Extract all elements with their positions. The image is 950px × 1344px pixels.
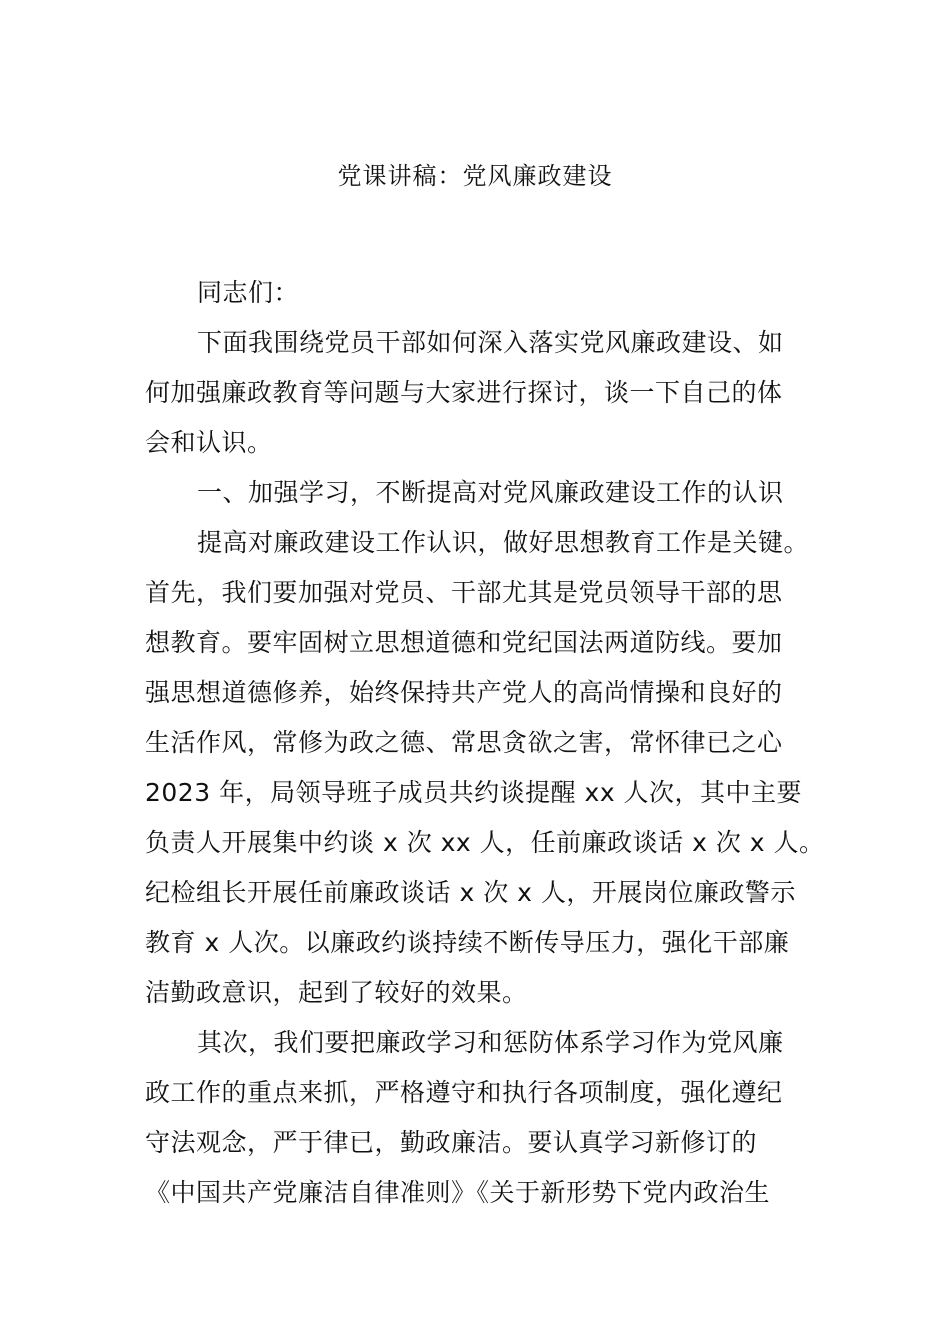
paragraph-line: 教育 x 人次。以廉政约谈持续不断传导压力，强化干部廉 [145,928,790,957]
document-title: 党课讲稿：党风廉政建设 [337,162,613,190]
paragraph-line: 下面我围绕党员干部如何深入落实党风廉政建设、如 [197,328,784,357]
paragraph-line: 负责人开展集中约谈 x 次 xx 人，任前廉政谈话 x 次 x 人。 [145,828,825,857]
paragraph-line: 首先，我们要加强对党员、干部尤其是党员领导干部的思 [145,578,783,607]
paragraph-line: 提高对廉政建设工作认识，做好思想教育工作是关键。 [197,528,810,557]
salutation: 同志们： [197,278,300,307]
paragraph-line: 2023 年，局领导班子成员共约谈提醒 xx 人次，其中主要 [145,778,803,807]
paragraph-line: 守法观念，严于律已，勤政廉洁。要认真学习新修订的 [145,1128,758,1157]
document-body [145,268,825,1218]
paragraph-line: 强思想道德修养，始终保持共产党人的高尚情操和良好的 [145,678,783,707]
paragraph-line: 政工作的重点来抓，严格遵守和执行各项制度，强化遵纪 [145,1078,783,1107]
paragraph-line: 《中国共产党廉洁自律准则》《关于新形势下党内政治生 [145,1178,771,1207]
paragraph-line: 会和认识。 [145,428,273,457]
paragraph-line: 纪检组长开展任前廉政谈话 x 次 x 人，开展岗位廉政警示 [145,878,796,907]
section-heading: 一、加强学习，不断提高对党风廉政建设工作的认识 [197,478,784,507]
paragraph-line: 生活作风，常修为政之德、常思贪欲之害，常怀律已之心 [145,728,783,757]
paragraph-line: 何加强廉政教育等问题与大家进行探讨，谈一下自己的体 [145,378,783,407]
paragraph-line: 其次，我们要把廉政学习和惩防体系学习作为党风廉 [197,1028,784,1057]
paragraph-line: 洁勤政意识，起到了较好的效果。 [145,978,528,1007]
paragraph-line: 想教育。要牢固树立思想道德和党纪国法两道防线。要加 [145,628,783,657]
